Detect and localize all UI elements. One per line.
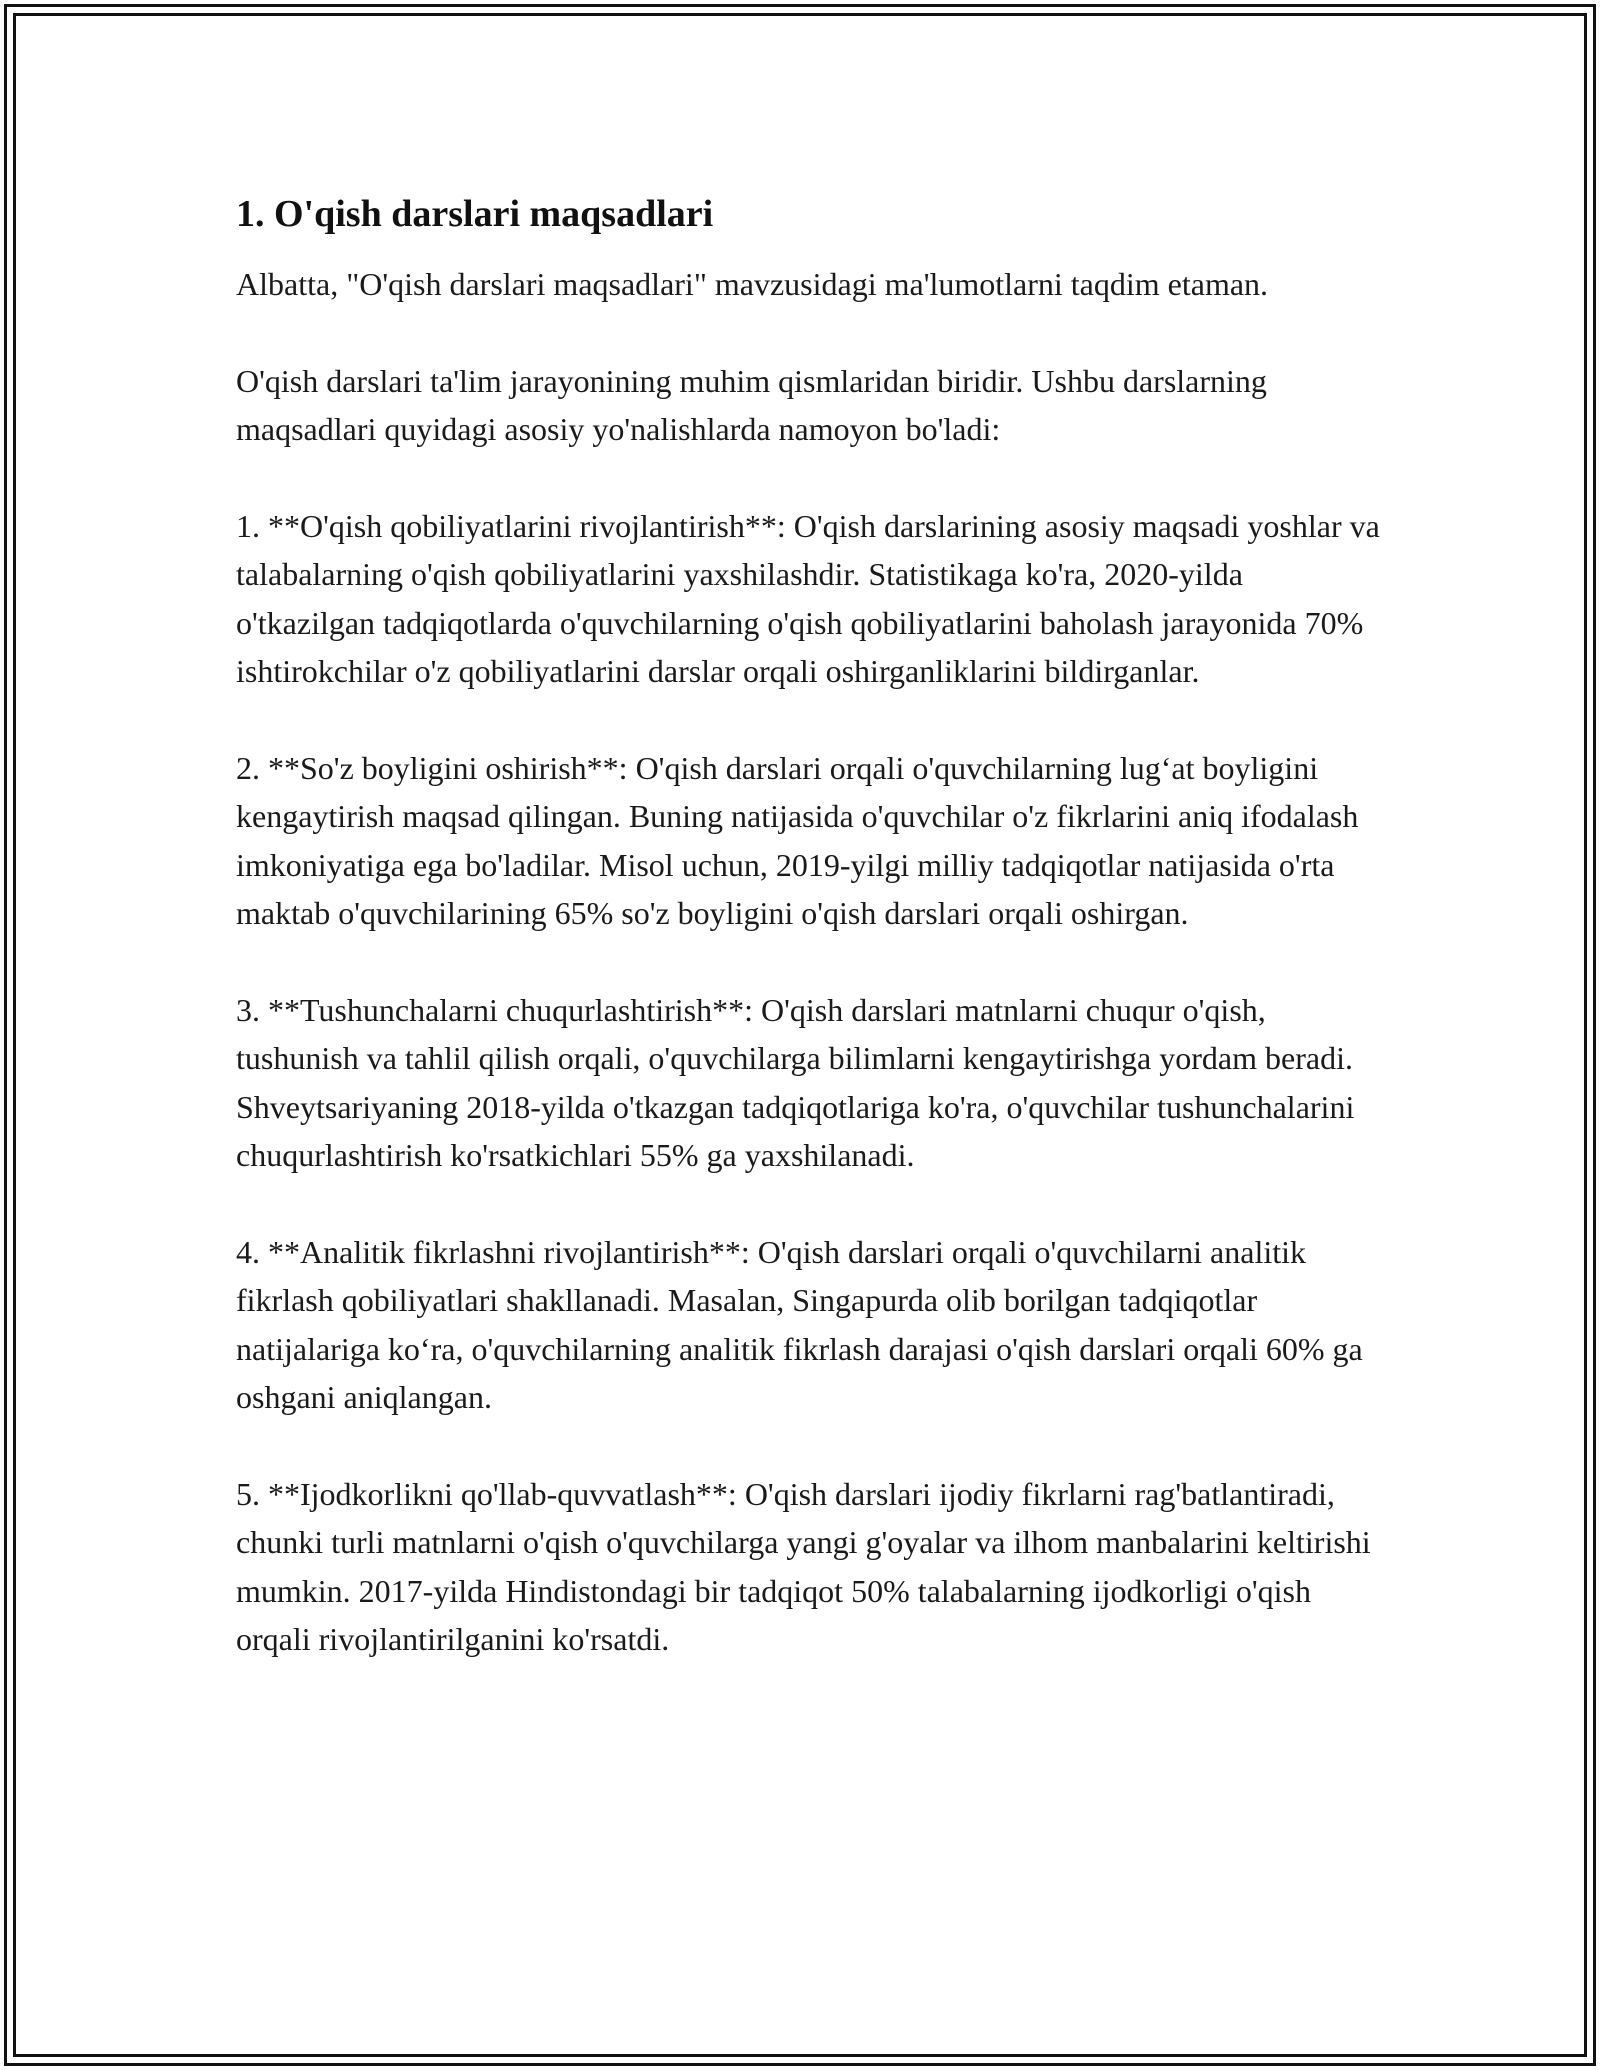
list-item: 1. **O'qish qobiliyatlarini rivojlantirish**: O'qish darslarining asosiy maqsadi yoshlar va talabalarning o'qish qobiliyatlarini yaxshilashdir. Statistikaga ko'ra, 2020-yilda o'tkazilgan tadqiqotlarda o'quvchilarning o'qish qobiliyatlarini baholash jarayonida 70% ishtirokchilar o'z qobiliyatlarini darslar orqali oshirganliklarini bildirganlar.: [236, 507, 1380, 689]
list-item: 2. **So'z boyligini oshirish**: O'qish darslari orqali o'quvchilarning lug‘at boyligini kengaytirish maqsad qilingan. Buning natijasida o'quvchilar o'z fikrlarini aniq ifodalash imkoniyatiga ega bo'ladilar. Misol uchun, 2019-yilgi milliy tadqiqotlar natijasida o'rta maktab o'quvchilarining 65% so'z boyligini o'qish darslari orqali oshirgan.: [236, 749, 1359, 931]
list-item: 3. **Tushunchalarni chuqurlashtirish**: O'qish darslari matnlarni chuqur o'qish, tushunish va tahlil qilish orqali, o'quvchilarga bilimlarni kengaytirishga yordam beradi. Shveytsariyaning 2018-yilda o'tkazgan tadqiqotlariga ko'ra, o'quvchilar tushunchalarini chuqurlashtirish ko'rsatkichlari 55% ga yaxshilanadi.: [236, 991, 1355, 1173]
intro-paragraph: Albatta, "O'qish darslari maqsadlari" mavzusidagi ma'lumotlarni taqdim etaman.: [236, 266, 1269, 302]
document-body: [236, 188, 1386, 1712]
list-item: 4. **Analitik fikrlashni rivojlantirish**: O'qish darslari orqali o'quvchilarni analitik fikrlash qobiliyatlari shakllanadi. Masalan, Singapurda olib borilgan tadqiqotlar natijalariga ko‘ra, o'quvchilarning analitik fikrlash darajasi o'qish darslari orqali 60% ga oshgani aniqlangan.: [236, 1233, 1363, 1415]
list-item: 5. **Ijodkorlikni qo'llab-quvvatlash**: O'qish darslari ijodiy fikrlarni rag'batlantiradi, chunki turli matnlarni o'qish o'quvchilarga yangi g'oyalar va ilhom manbalarini keltirishi mumkin. 2017-yilda Hindistondagi bir tadqiqot 50% talabalarning ijodkorligi o'qish orqali rivojlantirilganini ko'rsatdi.: [236, 1475, 1371, 1657]
lead-paragraph: O'qish darslari ta'lim jarayonining muhim qismlaridan biridir. Ushbu darslarning maqsadlari quyidagi asosiy yo'nalishlarda namoyon bo'ladi:: [236, 362, 1267, 447]
page-title: 1. O'qish darslari maqsadlari: [236, 193, 714, 235]
